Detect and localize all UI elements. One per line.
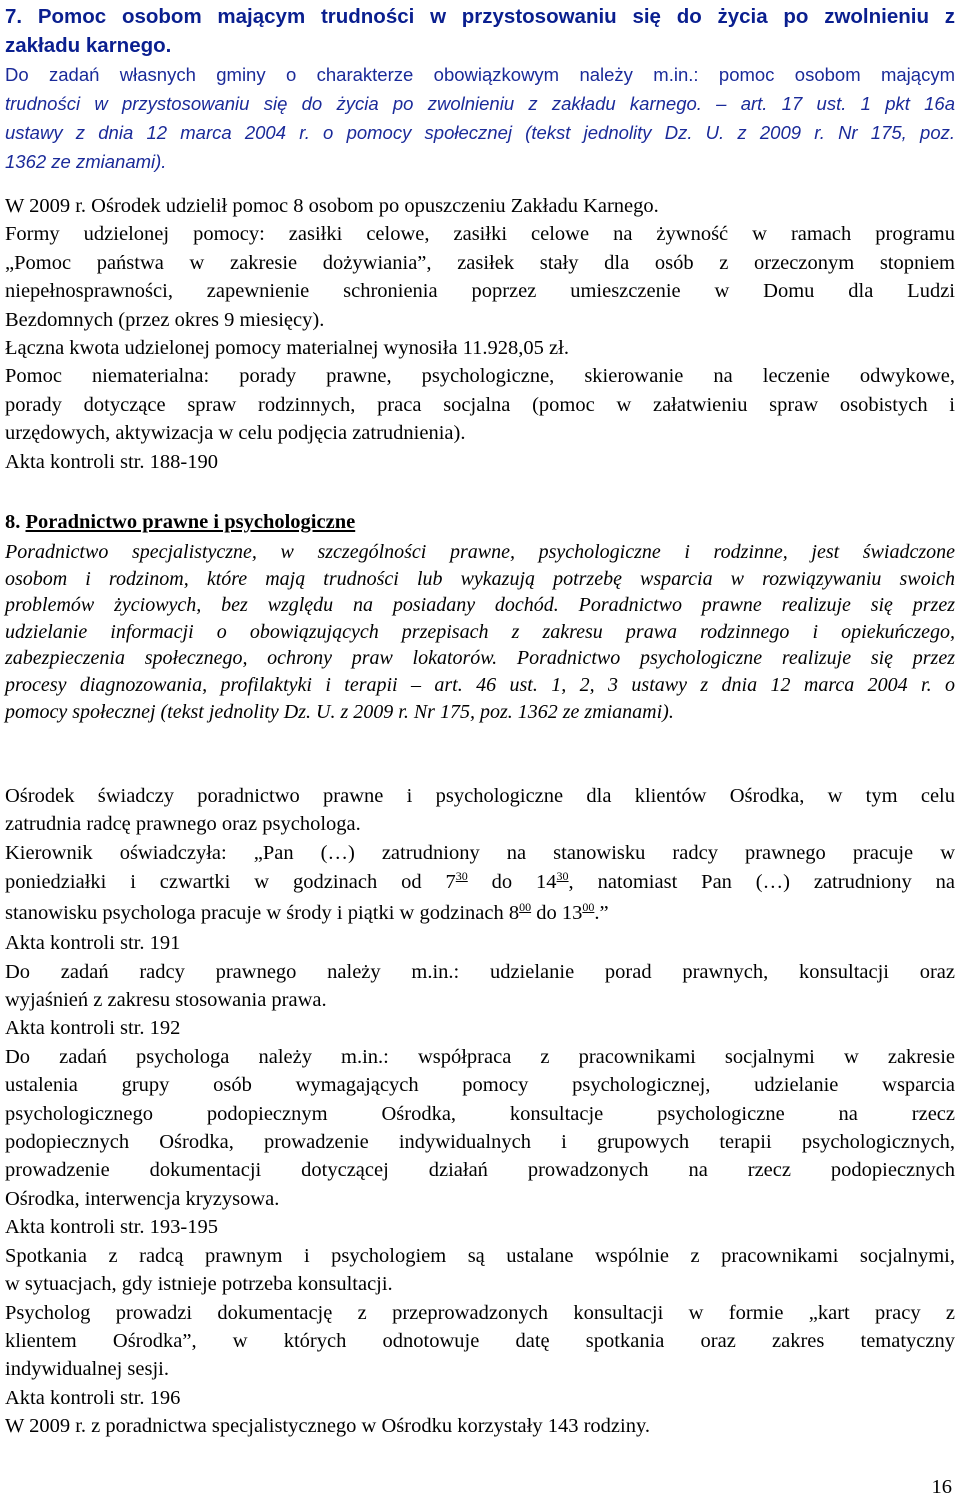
italic-line: udzielanie informacji o obowiązujących przepisach z zakresu prawa rodzinnego i opiekuńczego, — [5, 620, 955, 643]
paragraph-line: zatrudnia radcę prawnego oraz psychologa. — [5, 813, 361, 836]
legal-line: trudności w przystosowaniu się do życia po zwolnieniu z zakładu karnego. – art. 17 ust. 1 pkt 16a — [5, 93, 955, 114]
paragraph-line: niepełnosprawności, zapewnienie schronienia poprzez umieszczenie w Domu dla Ludzi — [5, 280, 955, 303]
italic-line: procesy diagnozowania, profilaktyki i terapii – art. 46 ust. 1, 2, 3 ustawy z dnia 12 marca 2004 r. o — [5, 673, 955, 696]
heading-text: Poradnictwo prawne i psychologiczne — [25, 511, 356, 533]
paragraph-line: urzędowych, aktywizacja w celu podjęcia zatrudnienia). — [5, 422, 466, 445]
paragraph-line: Bezdomnych (przez okres 9 miesięcy). — [5, 308, 325, 331]
heading-number: 8. — [5, 511, 26, 533]
paragraph-line: Ośrodek świadczy poradnictwo prawne i psychologiczne dla klientów Ośrodka, w tym celu — [5, 785, 955, 807]
section-8-heading — [5, 508, 955, 536]
paragraph-line: Ośrodka, interwencja kryzysowa. — [5, 1187, 280, 1210]
heading-line: 7. Pomoc osobom mającym trudności w przystosowaniu się do życia po zwolnieniu z — [5, 5, 955, 28]
paragraph-line: Pomoc niematerialna: porady prawne, psychologiczne, skierowanie na leczenie odwykowe, — [5, 365, 955, 388]
paragraph-line: W 2009 r. z poradnictwa specjalistycznego w Ośrodku korzystały 143 rodziny. — [5, 1415, 651, 1438]
akta-reference: Akta kontroli str. 188-190 — [5, 450, 218, 473]
paragraph-line: Do zadań radcy prawnego należy m.in.: udzielanie porad prawnych, konsultacji oraz — [5, 960, 955, 983]
paragraph-line: podopiecznych Ośrodka, prowadzenie indywidualnych i grupowych terapii psychologicznych, — [5, 1131, 955, 1154]
akta-reference: Akta kontroli str. 193-195 — [5, 1216, 218, 1239]
italic-line: problemów życiowych, bez względu na posiadany dochód. Poradnictwo prawne realizuje się przez — [5, 594, 955, 617]
italic-line: Poradnictwo specjalistyczne, w szczególności prawne, psychologiczne i rodzinne, jest świadczone — [5, 541, 955, 563]
paragraph-line: poniedziałki i czwartki w godzinach od $7^{30}$ do $14^{30}$, natomiast Pan (…) zatrudniony na — [5, 869, 956, 894]
paragraph-line: wyjaśnień z zakresu stosowania prawa. — [5, 989, 327, 1012]
paragraph-line: klientem Ośrodka”, w których odnotowuje datę spotkania oraz zakres tematyczny — [5, 1329, 955, 1352]
heading-line — [5, 508, 955, 536]
legal-line: ustawy z dnia 12 marca 2004 r. o pomocy społecznej (tekst jednolity Dz. U. z 2009 r. Nr 175, poz. — [5, 122, 955, 143]
legal-definition — [5, 539, 955, 725]
legal-line: 1362 ze zmianami). — [5, 151, 167, 172]
akta-reference: Akta kontroli str. 196 — [5, 1386, 181, 1409]
paragraph-line: „Pomoc państwa w zakresie dożywiania”, zasiłek stały dla osób z orzeczonym stopniem — [5, 251, 955, 274]
paragraph-line: Kierownik oświadczyła: „Pan (…) zatrudniony na stanowisku radcy prawnego pracuje w — [5, 841, 955, 864]
paragraph-line: ustalenia grupy osób wymagających pomocy psychologicznej, udzielanie wsparcia — [5, 1074, 955, 1097]
paragraph-line: stanowisku psychologa pracuje w środy i piątki w godzinach $8^{00}$ do $13^{00}$.” — [5, 900, 609, 925]
paragraph-line: indywidualnej sesji. — [5, 1358, 169, 1381]
page-number: 16 — [931, 1476, 952, 1498]
paragraph-line: W 2009 r. Ośrodek udzielił pomoc 8 osobom po opuszczeniu Zakładu Karnego. — [5, 195, 659, 217]
paragraph-line: Do zadań psychologa należy m.in.: współpraca z pracownikami socjalnymi w zakresie — [5, 1045, 955, 1068]
italic-line: zabezpieczenia społecznego, ochrony praw lokatorów. Poradnictwo psychologiczne realizuje się przez — [5, 647, 955, 670]
paragraph-line: Formy udzielonej pomocy: zasiłki celowe, zasiłki celowe na żywność w ramach programu — [5, 223, 955, 246]
akta-reference: Akta kontroli str. 191 — [5, 932, 181, 955]
paragraph-line: porady dotyczące spraw rodzinnych, praca socjalna (pomoc w załatwieniu spraw osobistych i — [5, 393, 955, 416]
akta-reference: Akta kontroli str. 192 — [5, 1017, 181, 1040]
section-8-body — [5, 782, 955, 1441]
paragraph-line: Spotkania z radcą prawnym i psychologiem są ustalane wspólnie z pracownikami socjalnymi, — [5, 1244, 955, 1267]
paragraph-line: psychologicznego podopiecznym Ośrodka, konsultacje psychologiczne na rzecz — [5, 1102, 955, 1125]
italic-line: pomocy społecznej (tekst jednolity Dz. U. z 2009 r. Nr 175, poz. 1362 ze zmianami). — [5, 700, 674, 723]
paragraph-line: Psycholog prowadzi dokumentację z przeprowadzonych konsultacji w formie „kart pracy z — [5, 1301, 955, 1324]
legal-line: Do zadań własnych gminy o charakterze obowiązkowym należy m.in.: pomoc osobom mającym — [5, 64, 955, 85]
heading-line: zakładu karnego. — [5, 34, 172, 57]
paragraph-line: prowadzenie dokumentacji dotyczącej działań prowadzonych na rzecz podopiecznych — [5, 1159, 955, 1182]
section-7-heading — [5, 2, 955, 60]
italic-line: osobom i rodzinom, które mają trudności lub wykazują potrzebę wsparcia w rozwiązywaniu swoich — [5, 567, 955, 590]
paragraph-line: w sytuacjach, gdy istnieje potrzeba konsultacji. — [5, 1273, 393, 1296]
paragraph-line: Łączna kwota udzielonej pomocy materialnej wynosiła 11.928,05 zł. — [5, 337, 569, 360]
legal-basis — [5, 60, 955, 176]
section-7-body — [5, 192, 955, 476]
